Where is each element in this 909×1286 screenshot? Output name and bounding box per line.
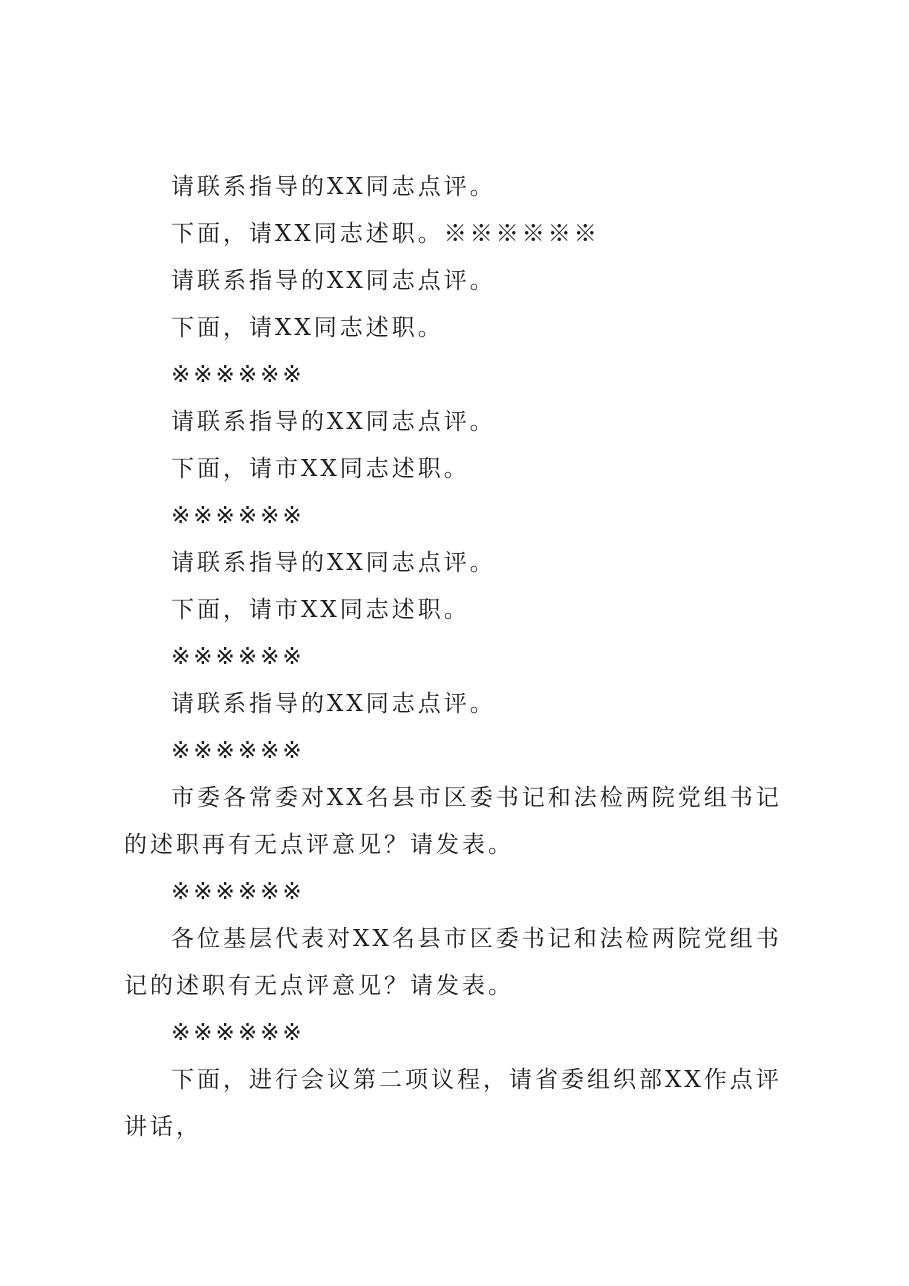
paragraph: 下面，请市XX同志述职。	[171, 456, 470, 482]
paragraph: 请联系指导的XX同志点评。	[171, 550, 496, 576]
separator-marks: ※※※※※※	[171, 503, 305, 529]
paragraph: 请联系指导的XX同志点评。	[171, 268, 496, 294]
paragraph: 下面，请市XX同志述职。	[171, 597, 470, 623]
separator-marks: ※※※※※※	[171, 738, 305, 764]
paragraph: 请联系指导的XX同志点评。	[171, 691, 496, 717]
paragraph: 请联系指导的XX同志点评。	[171, 409, 496, 435]
paragraph: 各位基层代表对XX名县市区委书记和法检两院党组书记的述职有无点评意见？请发表。	[124, 926, 782, 999]
separator-marks: ※※※※※※	[171, 1020, 305, 1046]
paragraph: 市委各常委对XX名县市区委书记和法检两院党组书记的述职再有无点评意见？请发表。	[124, 785, 782, 858]
paragraph: 下面，进行会议第二项议程，请省委组织部XX作点评讲话，	[124, 1067, 782, 1140]
document-body	[124, 164, 804, 1151]
separator-marks: ※※※※※※	[171, 362, 305, 388]
paragraph: 下面，请XX同志述职。	[171, 315, 444, 341]
separator-marks: ※※※※※※	[171, 644, 305, 670]
separator-marks: ※※※※※※	[171, 879, 305, 905]
paragraph: 请联系指导的XX同志点评。	[171, 174, 496, 200]
paragraph: 下面，请XX同志述职。※※※※※※	[171, 221, 600, 247]
